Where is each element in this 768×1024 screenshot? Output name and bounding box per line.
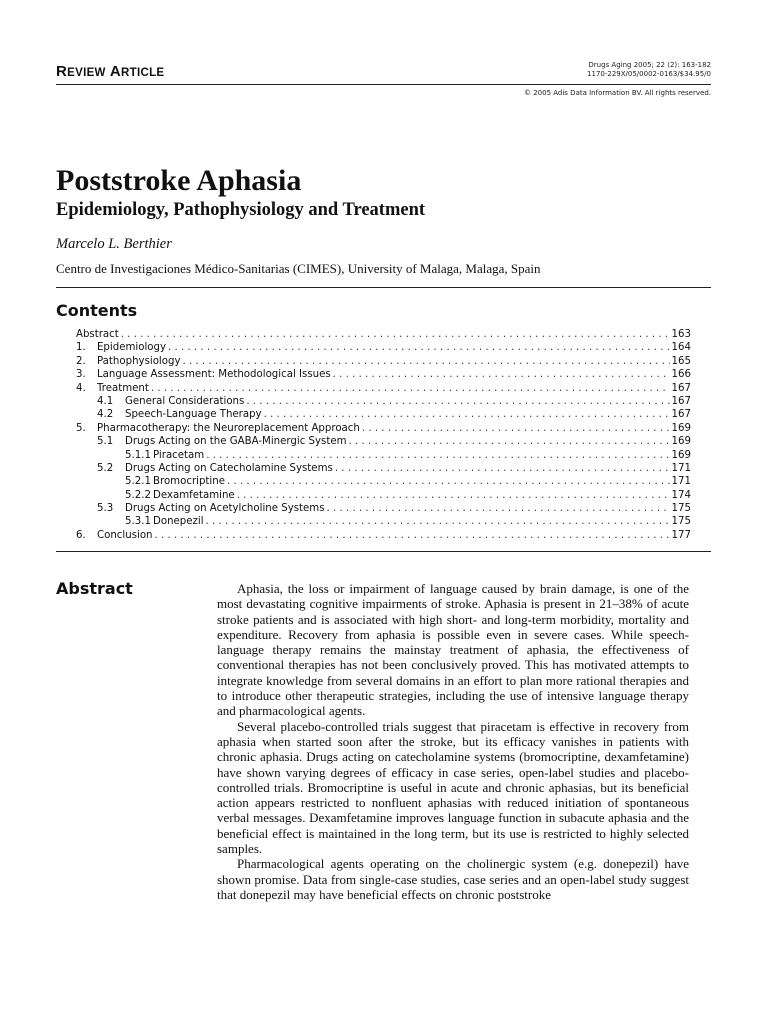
toc-dot-leader	[121, 328, 670, 341]
toc-item[interactable]	[76, 529, 691, 542]
toc-item-label: Drugs Acting on Catecholamine Systems	[125, 462, 333, 474]
toc-item-label: Speech-Language Therapy	[125, 409, 262, 421]
toc-item-label: Language Assessment: Methodological Issues	[97, 369, 331, 381]
toc-item-label: Conclusion	[97, 529, 153, 541]
toc-item-page: 167	[671, 409, 691, 421]
toc-item-label: Piracetam	[153, 449, 205, 461]
toc-item[interactable]	[76, 408, 691, 421]
toc-item-number: 5.3	[97, 503, 114, 515]
article-title: Poststroke Aphasia	[56, 164, 302, 197]
toc-item-label: Pharmacotherapy: the Neuroreplacement Approach	[97, 422, 360, 434]
toc-item[interactable]	[76, 341, 691, 354]
toc-dot-leader	[333, 368, 670, 381]
toc-item-page: 175	[671, 503, 691, 515]
toc-item-label: Treatment	[97, 382, 149, 394]
toc-item-label: Bromocriptine	[153, 476, 225, 488]
title-rule	[56, 287, 711, 288]
article-type-a: A	[109, 63, 122, 80]
toc-item[interactable]	[76, 462, 691, 475]
toc-item-page: 165	[671, 355, 691, 367]
toc-item[interactable]	[76, 475, 691, 488]
toc-dot-leader	[246, 395, 669, 408]
abstract-paragraph: Several placebo-controlled trials suggest that piracetam is effective in recovery from aphasia when started soon after the stroke, but its efficacy vanishes in patients with chronic aphasia. Drugs acting on catecholamine systems (bromocriptine, dexamfetamine) have shown varying degrees of efficacy in case series, open-label studies and placebo-controlled trials. Bromocriptine is useful in acute and chronic aphasias, but its beneficial action appears restricted to nonfluent aphasias with reduced initiation of spontaneous verbal messages. Dexamfetamine improves language function in subacute aphasia and the beneficial effect is maintained in the long term, but its use is restricted to highly selected samples.	[217, 718, 689, 857]
toc-item[interactable]	[76, 435, 691, 448]
toc-item-number: 6.	[76, 529, 86, 541]
toc-dot-leader	[206, 515, 670, 528]
toc-item-label: Donepezil	[153, 516, 204, 528]
toc-item-label: Drugs Acting on the GABA-Minergic System	[125, 436, 347, 448]
toc-dot-leader	[206, 449, 669, 462]
toc-item-page: 174	[671, 489, 691, 501]
toc-dot-leader	[151, 382, 670, 395]
toc-item[interactable]	[76, 489, 691, 502]
toc-item[interactable]	[76, 422, 691, 435]
toc-item-number: 5.1.1	[125, 449, 151, 461]
article-subtitle: Epidemiology, Pathophysiology and Treatment	[56, 200, 426, 220]
toc-item-number: 5.2	[97, 462, 114, 474]
contents-rule	[56, 551, 711, 552]
table-of-contents	[76, 328, 691, 542]
toc-item-label: Dexamfetamine	[153, 489, 235, 501]
toc-item-label: General Considerations	[125, 395, 245, 407]
citation-line-2: 1170-229X/05/0002-0163/$34.95/0	[587, 70, 711, 78]
toc-item-page: 167	[671, 395, 691, 407]
toc-item-page: 169	[671, 422, 691, 434]
toc-dot-leader	[237, 489, 670, 502]
toc-item-number: 5.	[76, 422, 86, 434]
toc-item-number: 4.2	[97, 409, 114, 421]
contents-heading: Contents	[56, 301, 138, 320]
toc-item-label: Pathophysiology	[97, 355, 181, 367]
toc-item-number: 4.1	[97, 395, 114, 407]
toc-item-label: Abstract	[76, 329, 119, 340]
toc-item[interactable]	[76, 449, 691, 462]
toc-item[interactable]	[76, 515, 691, 528]
toc-dot-leader	[227, 475, 670, 488]
toc-dot-leader	[264, 408, 670, 421]
copyright-notice: © 2005 Adis Data Information BV. All rights reserved.	[523, 89, 711, 97]
toc-item[interactable]	[76, 328, 691, 341]
header-rule	[56, 84, 711, 85]
toc-item-number: 4.	[76, 382, 86, 394]
article-type-rticle: RTICLE	[121, 67, 165, 79]
toc-dot-leader	[168, 341, 670, 354]
toc-item-number: 1.	[76, 342, 86, 354]
toc-dot-leader	[327, 502, 670, 515]
abstract-paragraph: Aphasia, the loss or impairment of language caused by brain damage, is one of the most devastating cognitive impairments of stroke. Aphasia is present in 21–38% of acute stroke patients and is associated with high short- and long-term morbidity, mortality and expenditure. Recovery from aphasia is possible even in severe cases. While speech-language therapy remains the mainstay treatment of aphasia, the effectiveness of conventional therapies has not been conclusively proved. This has motivated attempts to integrate knowledge from several domains in an effort to plan more rational therapies and to introduce other therapeutic strategies, including the use of intensive language therapy and pharmacological agents.	[217, 581, 689, 719]
toc-item-page: 171	[671, 476, 691, 488]
abstract-heading: Abstract	[56, 579, 133, 598]
toc-item-number: 3.	[76, 369, 86, 381]
toc-item-page: 167	[671, 382, 691, 394]
toc-item-page: 175	[671, 516, 691, 528]
author-name: Marcelo L. Berthier	[56, 236, 172, 252]
toc-item-page: 169	[671, 449, 691, 461]
toc-item-number: 2.	[76, 355, 86, 367]
toc-item-page: 171	[671, 462, 691, 474]
toc-item-number: 5.2.1	[125, 476, 151, 488]
toc-item-label: Drugs Acting on Acetylcholine Systems	[125, 503, 325, 515]
toc-item-number: 5.3.1	[125, 516, 151, 528]
toc-dot-leader	[155, 529, 670, 542]
article-type-r: R	[56, 63, 68, 80]
citation-block	[587, 61, 711, 79]
toc-item-page: 169	[671, 436, 691, 448]
toc-item[interactable]	[76, 382, 691, 395]
toc-item[interactable]	[76, 502, 691, 515]
toc-item-page: 163	[671, 329, 691, 340]
toc-item[interactable]	[76, 355, 691, 368]
toc-dot-leader	[335, 462, 670, 475]
toc-item-label: Epidemiology	[97, 342, 167, 354]
toc-dot-leader	[183, 355, 670, 368]
toc-item-page: 164	[671, 342, 691, 354]
abstract-body	[217, 581, 689, 902]
article-type-eview: EVIEW	[67, 67, 106, 79]
toc-item-page: 177	[671, 529, 691, 541]
toc-item-number: 5.2.2	[125, 489, 151, 501]
toc-dot-leader	[362, 422, 670, 435]
toc-dot-leader	[349, 435, 670, 448]
toc-item[interactable]	[76, 368, 691, 381]
citation-line-1: Drugs Aging 2005; 22 (2): 163-182	[588, 61, 711, 69]
article-type-label	[56, 63, 164, 80]
author-affiliation: Centro de Investigaciones Médico-Sanitarias (CIMES), University of Malaga, Malaga, Spain	[56, 261, 541, 276]
toc-item-number: 5.1	[97, 436, 114, 448]
toc-item-page: 166	[671, 369, 691, 381]
abstract-paragraph: Pharmacological agents operating on the cholinergic system (e.g. donepezil) have shown promise. Data from single-case studies, case series and an open-label study suggest that donepezil may have beneficial effects on chronic poststroke	[217, 856, 689, 902]
toc-item[interactable]	[76, 395, 691, 408]
